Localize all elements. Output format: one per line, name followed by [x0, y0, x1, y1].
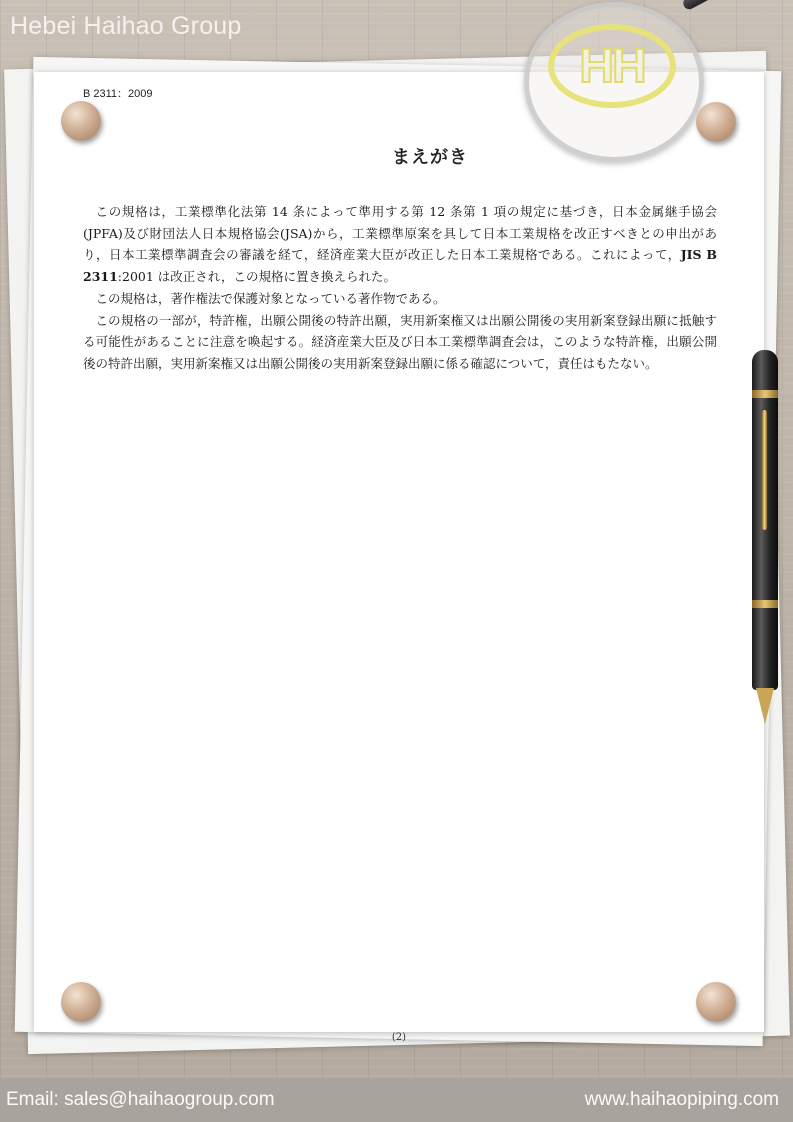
- fountain-pen-icon: [748, 350, 782, 720]
- magnifier-handle: [681, 0, 748, 11]
- paragraph-1-tail: :2001 は改正され，この規格に置き換えられた。: [117, 269, 397, 285]
- pushpin-icon: [696, 982, 736, 1022]
- email-contact: Email: sales@haihaogroup.com: [6, 1089, 275, 1110]
- paragraph-1: [83, 201, 717, 288]
- document-code: B 2311：2009: [83, 88, 153, 100]
- paragraph-1-text: この規格は，工業標準化法第 14 条によって準用する第 12 条第 1 項の規定に基づき，日本金属継手協会(JPFA)及び財団法人日本規格協会(JSA)から，工業標準原案を具して日本工業規格を改正すべきとの申出があり，日本工業標準調査会の審議を経て，経済産業大臣が改正した日本工業規格である。これによって，: [83, 204, 717, 263]
- standard-reference: JIS B 2311: [83, 247, 717, 285]
- paragraph-2: この規格は，著作権法で保護対象となっている著作物である。: [95, 290, 446, 306]
- pushpin-icon: [61, 101, 101, 141]
- brand-name: Hebei Haihao Group: [10, 12, 242, 40]
- page-number: (2): [391, 1032, 407, 1043]
- footer-bar: [0, 1078, 793, 1122]
- document-body: [83, 201, 717, 375]
- website-link: www.haihaopiping.com: [584, 1089, 779, 1110]
- pushpin-icon: [61, 982, 101, 1022]
- hh-logo: HH: [548, 24, 676, 108]
- paragraph-3: この規格の一部が，特許権，出願公開後の特許出願，実用新案権又は出願公開後の実用新案登録出願に抵触する可能性があることに注意を喚起する。経済産業大臣及び日本工業標準調査会は，このような特許権，出願公開後の特許出願，実用新案権又は出願公開後の実用新案登録出願に係る確認について，責任はもたない。: [83, 312, 717, 371]
- page-title: まえがき: [392, 147, 468, 168]
- pushpin-icon: [696, 102, 736, 142]
